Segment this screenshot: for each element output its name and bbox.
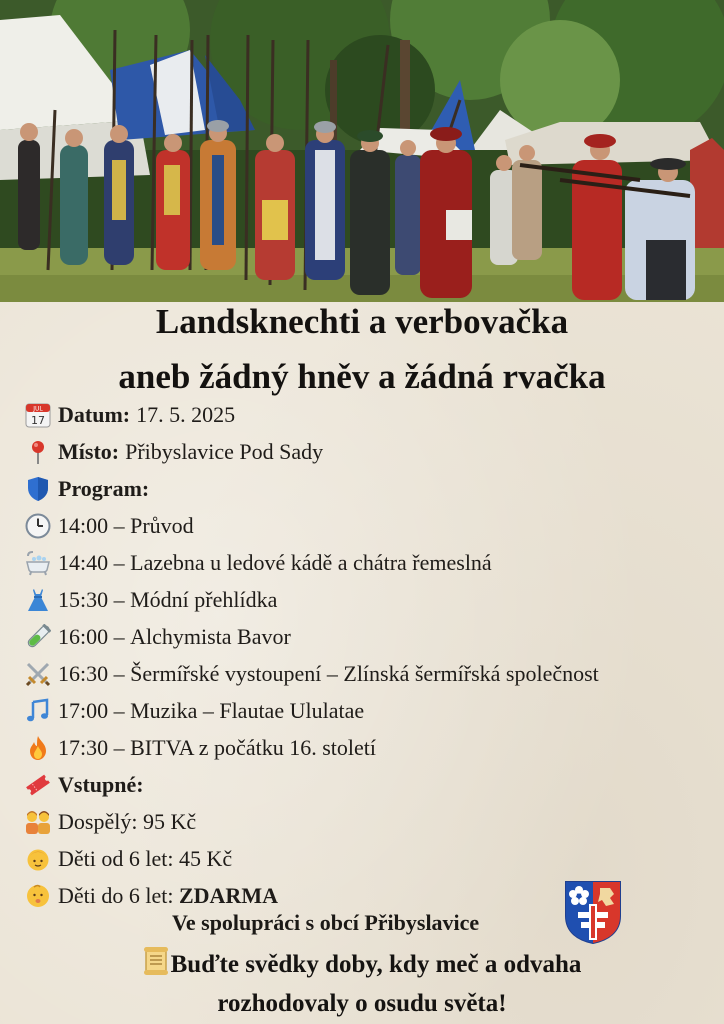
baby-icon xyxy=(24,882,52,910)
price-small-kids xyxy=(24,880,278,912)
event-photo xyxy=(0,0,724,302)
event-title: Landsknechti a verbovačka xyxy=(155,302,569,341)
price-adults-text: Dospělý: 95 Kč xyxy=(58,809,197,834)
program-text: Průvod xyxy=(130,513,194,538)
calendar-icon xyxy=(24,401,52,429)
village-coat-of-arms xyxy=(564,880,622,944)
program-time: 15:30 xyxy=(58,587,109,612)
pin-icon xyxy=(24,438,52,466)
event-subtitle: aneb žádný hněv a žádná rvačka xyxy=(118,357,606,396)
program-item: 17:00 – Muzika – Flautae Ululatae xyxy=(24,695,364,727)
program-text: BITVA z počátku 16. století xyxy=(130,735,376,760)
slogan-text-1: Buďte svědky doby, kdy meč a odvaha xyxy=(170,951,582,978)
program-time: 17:30 xyxy=(58,735,109,760)
fire-icon xyxy=(24,734,52,762)
program-header xyxy=(24,473,155,505)
price-small-kids-text: Děti do 6 let: xyxy=(58,883,174,908)
bathtub-icon xyxy=(24,549,52,577)
music-notes-icon xyxy=(24,697,52,725)
program-time: 14:40 xyxy=(58,550,109,575)
clock-icon xyxy=(24,512,52,540)
price-kids-text: Děti od 6 let: 45 Kč xyxy=(58,846,233,871)
entry-header xyxy=(24,769,150,801)
date-row xyxy=(24,399,235,431)
program-time: 17:00 xyxy=(58,698,109,723)
place-row xyxy=(24,436,323,468)
program-time: 16:00 xyxy=(58,624,109,649)
slogan-line-1 xyxy=(0,946,724,985)
slogan-line-2: rozhodovaly o osudu světa! xyxy=(217,990,507,1017)
program-item: 16:00 – Alchymista Bavor xyxy=(24,621,291,653)
program-item: 14:40 – Lazebna u ledové kádě a chátra řemeslná xyxy=(24,547,492,579)
program-text: Alchymista Bavor xyxy=(130,624,291,649)
program-time: 14:00 xyxy=(58,513,109,538)
place-label: Místo: xyxy=(58,439,120,464)
program-time: 16:30 xyxy=(58,661,109,686)
shield-icon xyxy=(24,475,52,503)
price-kids xyxy=(24,843,232,875)
price-small-kids-value: ZDARMA xyxy=(178,883,278,908)
crossed-swords-icon xyxy=(24,660,52,688)
entry-label: Vstupné: xyxy=(58,772,144,797)
test-tube-icon xyxy=(24,623,52,651)
program-text: Módní přehlídka xyxy=(130,587,278,612)
program-item: 15:30 – Módní přehlídka xyxy=(24,584,277,616)
program-label: Program: xyxy=(58,476,150,501)
calendar-month: JUL xyxy=(33,405,43,413)
program-text: Lazebna u ledové kádě a chátra řemeslná xyxy=(130,550,492,575)
ticket-icon xyxy=(24,771,52,799)
place-value: Přibyslavice Pod Sady xyxy=(125,439,324,464)
cooperation-note: Ve spolupráci s obcí Přibyslavice xyxy=(172,910,480,935)
calendar-day: 17 xyxy=(31,414,45,427)
program-text: Muzika – Flautae Ululatae xyxy=(130,698,365,723)
family-icon xyxy=(24,808,52,836)
date-value: 17. 5. 2025 xyxy=(136,402,236,427)
date-label: Datum: xyxy=(58,402,131,427)
program-item: 16:30 – Šermířské vystoupení – Zlínská šermířská společnost xyxy=(24,658,599,690)
program-text: Šermířské vystoupení – Zlínská šermířská společnost xyxy=(130,661,599,686)
child-icon xyxy=(24,845,52,873)
dress-icon xyxy=(24,586,52,614)
scroll-icon xyxy=(143,946,169,985)
program-item: 14:00 – Průvod xyxy=(24,510,194,542)
program-item: 17:30 – BITVA z počátku 16. století xyxy=(24,732,376,764)
price-adults xyxy=(24,806,196,838)
